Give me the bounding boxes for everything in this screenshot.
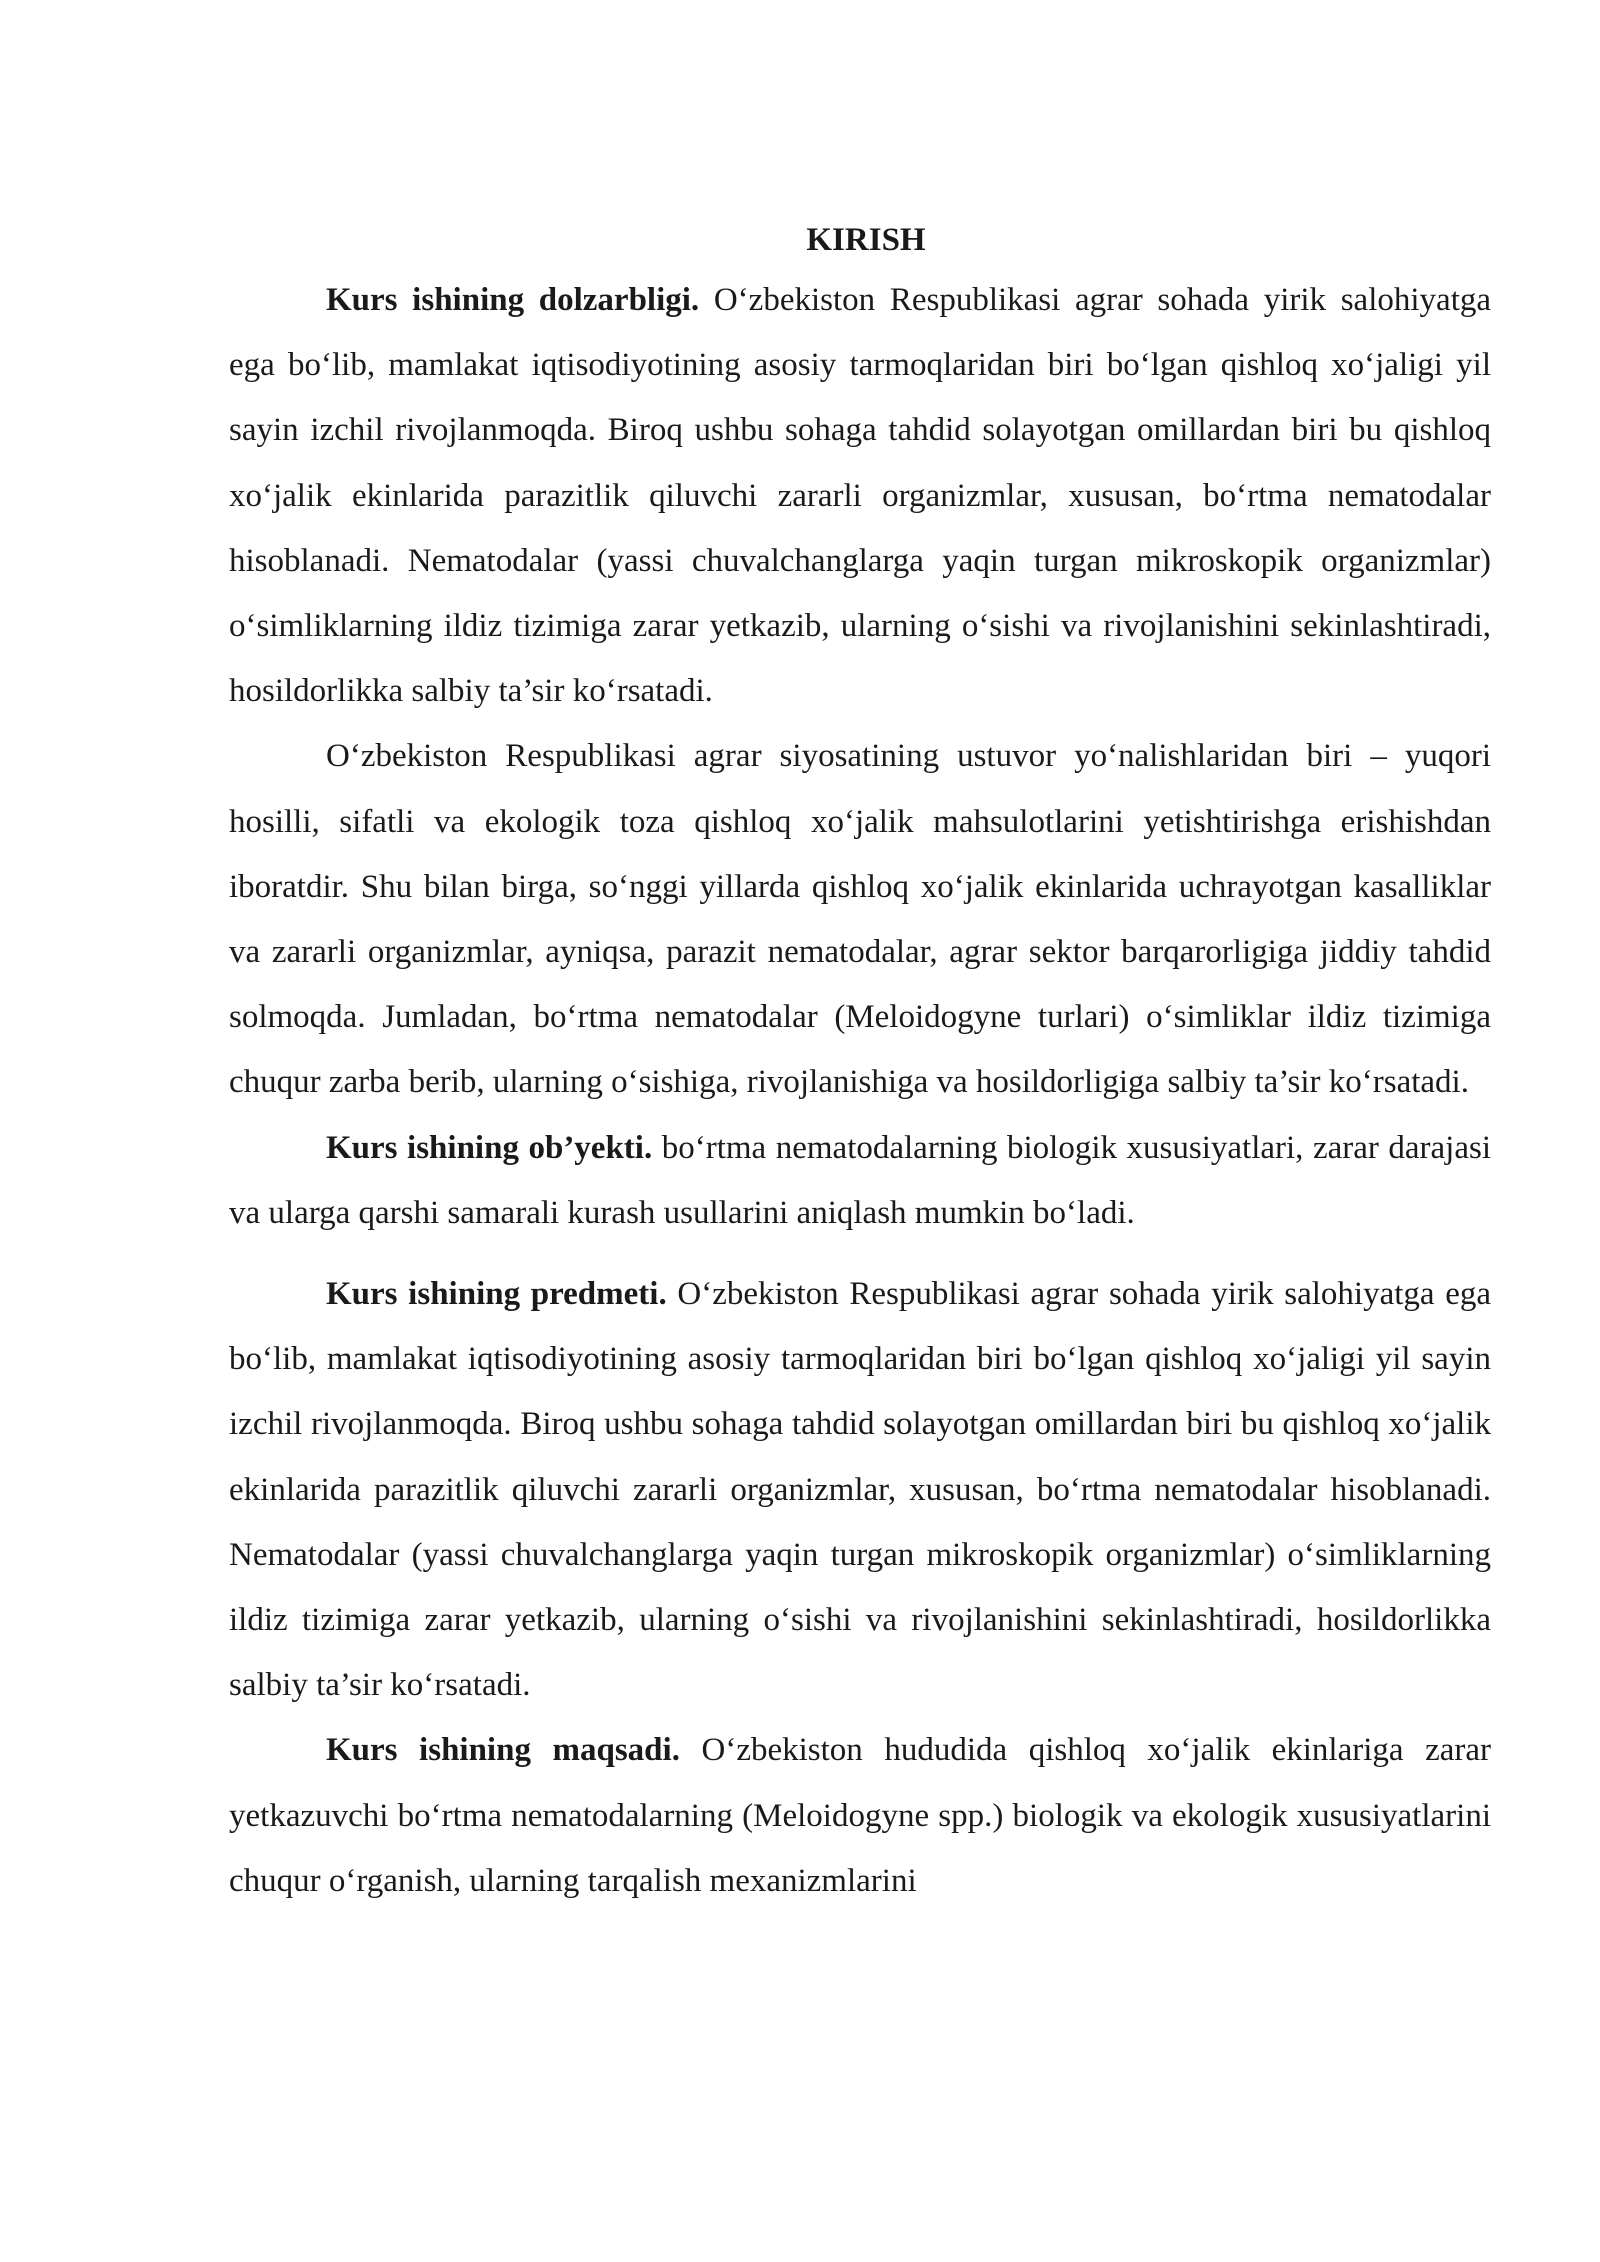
- paragraph-heading: Kurs ishining predmeti.: [326, 1276, 667, 1313]
- paragraph-object: [229, 1116, 1491, 1246]
- paragraph-text: O‘zbekiston Respublikasi agrar sohada yirik salohiyatga ega bo‘lib, mamlakat iqtisodiyotining asosiy tarmoqlaridan biri bo‘lgan qishloq xo‘jaligi yil sayin izchil rivojlanmoqda. Biroq ushbu sohaga tahdid solayotgan omillardan biri bu qishloq xo‘jalik ekinlarida parazitlik qiluvchi zararli organizmlar, xususan, bo‘rtma nematodalar hisoblanadi. Nematodalar (yassi chuvalchanglarga yaqin turgan mikroskopik organizmlar) o‘simliklarning ildiz tizimiga zarar yetkazib, ularning o‘sishi va rivojlanishini sekinlashtiradi, hosildorlikka salbiy ta’sir ko‘rsatadi.: [229, 1276, 1491, 1704]
- paragraph-goal: [229, 1718, 1491, 1914]
- paragraph-heading: Kurs ishining ob’yekti.: [326, 1129, 653, 1166]
- paragraph-text: O‘zbekiston Respublikasi agrar siyosatining ustuvor yo‘nalishlaridan biri – yuqori hosilli, sifatli va ekologik toza qishloq xo‘jalik mahsulotlarini yetishtirishga erishishdan iboratdir. Shu bilan birga, so‘nggi yillarda qishloq xo‘jalik ekinlarida uchrayotgan kasalliklar va zararli organizmlar, ayniqsa, parazit nematodalar, agrar sektor barqarorligiga jiddiy tahdid solmoqda. Jumladan, bo‘rtma nematodalar (Meloidogyne turlari) o‘simliklar ildiz tizimiga chuqur zarba berib, ularning o‘sishiga, rivojlanishiga va hosildorligiga salbiy ta’sir ko‘rsatadi.: [229, 738, 1491, 1101]
- paragraph-relevance: [229, 268, 1491, 724]
- paragraph-text: O‘zbekiston Respublikasi agrar sohada yirik salohiyatga ega bo‘lib, mamlakat iqtisodiyotining asosiy tarmoqlaridan biri bo‘lgan qishloq xo‘jaligi yil sayin izchil rivojlanmoqda. Biroq ushbu sohaga tahdid solayotgan omillardan biri bu qishloq xo‘jalik ekinlarida parazitlik qiluvchi zararli organizmlar, xususan, bo‘rtma nematodalar hisoblanadi. Nematodalar (yassi chuvalchanglarga yaqin turgan mikroskopik organizmlar) o‘simliklarning ildiz tizimiga zarar yetkazib, ularning o‘sishi va rivojlanishini sekinlashtiradi, hosildorlikka salbiy ta’sir ko‘rsatadi.: [229, 282, 1492, 710]
- paragraph-heading: Kurs ishining maqsadi.: [326, 1732, 680, 1769]
- document-title: KIRISH: [806, 222, 926, 258]
- paragraph-heading: Kurs ishining dolzarbligi.: [326, 282, 700, 318]
- paragraph-text: O‘zbekiston hududida qishloq xo‘jalik ekinlariga zarar yetkazuvchi bo‘rtma nematodalarning (Meloidogyne spp.) biologik va ekologik xususiyatlarini chuqur o‘rganish, ularning tarqalish mexanizmlarini: [229, 1732, 1491, 1899]
- paragraph-subject: [229, 1262, 1491, 1718]
- paragraph-text: bo‘rtma nematodalarning biologik xususiyatlari, zarar darajasi va ularga qarshi samarali kurash usullarini aniqlash mumkin bo‘ladi.: [229, 1129, 1491, 1231]
- paragraph-policy: [229, 724, 1491, 1115]
- document-page: [229, 212, 1491, 1914]
